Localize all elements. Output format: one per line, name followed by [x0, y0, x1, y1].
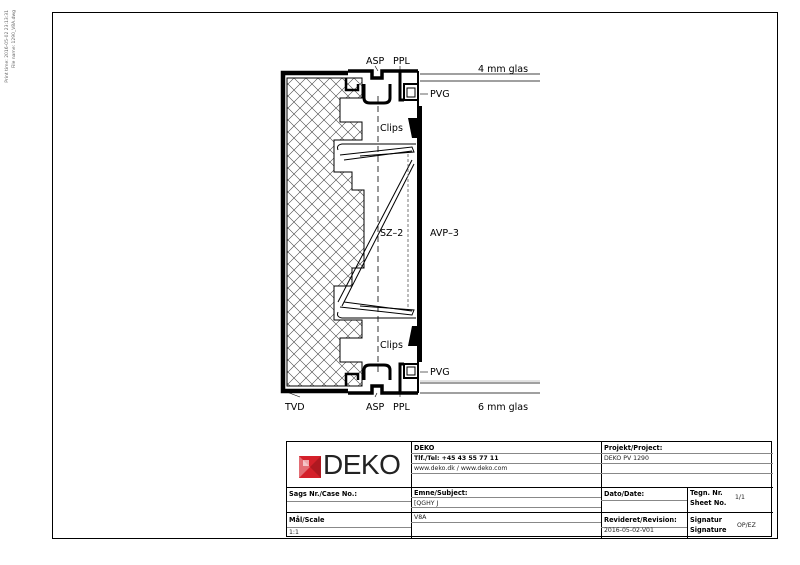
- company-name: DEKO: [414, 444, 435, 452]
- pvg-top-label: PVG: [430, 89, 450, 100]
- revision-value: 2016-05-02-V01: [604, 527, 654, 534]
- asp-bottom-label: ASP: [366, 402, 385, 413]
- insulation-panel: [287, 78, 364, 386]
- company-web: www.deko.dk / www.deko.com: [414, 465, 508, 472]
- signature-label-1: Signatur: [690, 516, 722, 524]
- top-profile: [346, 71, 418, 106]
- scale-value: 1:1: [289, 529, 299, 536]
- tvd-label: TVD: [285, 402, 305, 413]
- avp3-label: AVP–3: [430, 228, 459, 239]
- date-label: Dato/Date:: [604, 490, 645, 498]
- logo-text: DEKO: [323, 449, 401, 480]
- company-phone: Tlf./Tel: +45 43 55 77 11: [414, 455, 499, 462]
- pvg-bottom-label: PVG: [430, 367, 450, 378]
- glass-bottom-label: 6 mm glas: [478, 402, 529, 413]
- file-name: File name: 1290_V8A.dwg: [12, 10, 17, 69]
- scale-label: Mål/Scale: [289, 516, 325, 524]
- sheet-value: 1/1: [735, 494, 745, 501]
- case-label: Sags Nr./Case No.:: [289, 490, 358, 498]
- sheet-label-1: Tegn. Nr.: [690, 489, 723, 497]
- print-time: Print time: 2016-05-02 23:13:31: [5, 10, 10, 83]
- glass-top-label: 4 mm glas: [478, 64, 529, 75]
- ppl-top-label: PPL: [393, 56, 410, 67]
- revision-label: Revideret/Revision:: [604, 516, 677, 524]
- project-value: DEKO PV 1290: [604, 455, 649, 462]
- asp-top-label: ASP: [366, 56, 385, 67]
- deko-logo-mark: [299, 456, 321, 478]
- deko-logo: [299, 449, 409, 484]
- signature-label-2: Signature: [690, 526, 727, 534]
- title-block: [286, 441, 772, 537]
- subject-value-1: [QGHY J: [414, 500, 439, 507]
- sz2-label: SZ–2: [380, 228, 404, 239]
- signature-value: OP/EZ: [737, 522, 756, 529]
- subject-value-2: V8A: [414, 514, 427, 521]
- sheet-label-2: Sheet No.: [690, 499, 727, 507]
- clips-top-label: Clips: [380, 123, 403, 134]
- project-label: Projekt/Project:: [604, 444, 663, 452]
- clips-bottom-label: Clips: [380, 340, 403, 351]
- ppl-bottom-label: PPL: [393, 402, 410, 413]
- subject-label: Emne/Subject:: [414, 489, 468, 497]
